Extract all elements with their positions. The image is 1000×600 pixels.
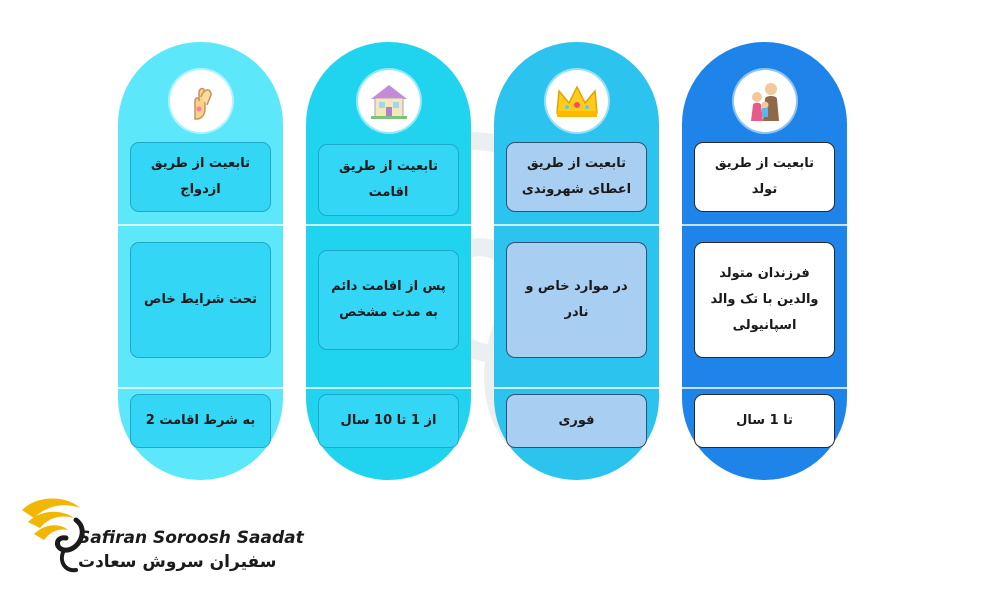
column-birth [682, 42, 847, 480]
crown-icon [546, 70, 608, 132]
company-logo [18, 490, 304, 580]
separator [494, 387, 659, 389]
time-text: فوری [558, 413, 595, 428]
separator [118, 224, 283, 226]
column-citizenship-grant [494, 42, 659, 480]
separator [682, 387, 847, 389]
logo-name-persian: سفیران سروش سعادت [78, 552, 277, 572]
title-text: تابعیت از طریق اعطای شهروندی [521, 156, 632, 197]
description-box [130, 242, 271, 358]
time-box [130, 394, 271, 448]
time-box [318, 394, 459, 448]
column-marriage [118, 42, 283, 480]
crossed-fingers-icon [170, 70, 232, 132]
separator [118, 387, 283, 389]
title-box [694, 142, 835, 212]
time-text: تا 1 سال [736, 413, 793, 428]
title-text: تابعیت از طریق ازدواج [151, 156, 250, 197]
time-text: به شرط اقامت 2 [145, 413, 256, 428]
logo-name-english: Safiran Soroosh Saadat [78, 528, 304, 548]
title-box [130, 142, 271, 212]
description-box [506, 242, 647, 358]
description-text: در موارد خاص و نادر [525, 279, 628, 320]
separator [306, 224, 471, 226]
description-text: فرزندان متولد والدین با تک والد اسپانیولی [710, 266, 819, 333]
time-box [694, 394, 835, 448]
title-text: تابعیت از طریق تولد [715, 156, 814, 197]
description-box [318, 250, 459, 350]
time-box [506, 394, 647, 448]
column-residence [306, 42, 471, 480]
separator [494, 224, 659, 226]
description-text: تحت شرایط خاص [144, 292, 257, 307]
separator [306, 387, 471, 389]
house-icon [358, 70, 420, 132]
title-box [506, 142, 647, 212]
separator [682, 224, 847, 226]
description-box [694, 242, 835, 358]
title-box [318, 144, 459, 216]
description-text: پس از اقامت دائم به مدت مشخص [331, 279, 446, 320]
time-text: از 1 تا 10 سال [340, 413, 437, 428]
family-icon [734, 70, 796, 132]
title-text: تابعیت از طریق اقامت [339, 159, 438, 200]
